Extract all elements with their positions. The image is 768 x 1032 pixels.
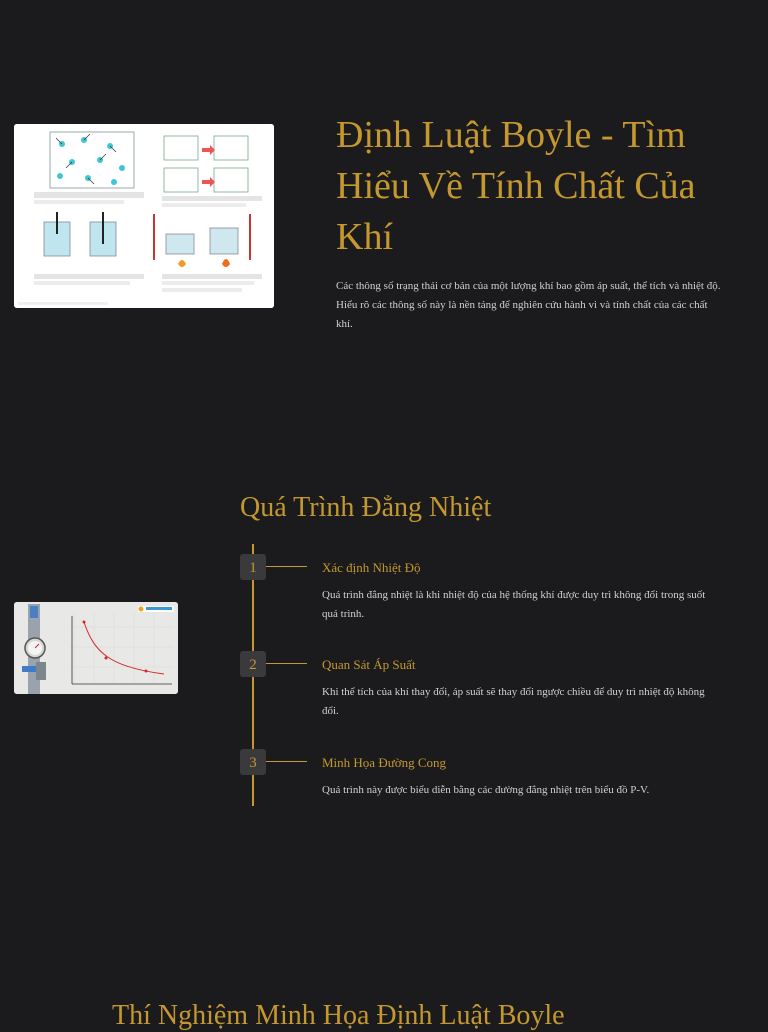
step-number-badge: 1 <box>240 554 266 580</box>
step-description: Khi thể tích của khí thay đổi, áp suất sẽ thay đổi ngược chiều để duy trì nhiệt độ không đổi. <box>322 686 705 717</box>
step-description: Quá trình đẳng nhiệt là khi nhiệt độ của hệ thống khí được duy trì không đổi trong suốt quá trình. <box>322 589 706 620</box>
step-title: Minh Họa Đường Cong <box>322 755 447 770</box>
step-title: Quan Sát Áp Suất <box>322 657 416 672</box>
step-number-badge: 2 <box>240 651 266 677</box>
gas-properties-diagram-icon <box>14 124 274 308</box>
step-title: Xác định Nhiệt Độ <box>322 560 421 575</box>
gas-properties-diagram-image <box>14 124 274 308</box>
step-connector <box>266 761 307 762</box>
section-title-experiment: Thí Nghiệm Minh Họa Định Luật Boyle <box>112 1000 565 1031</box>
section-title-isothermal: Quá Trình Đẳng Nhiệt <box>240 492 492 523</box>
pv-graph-photo-icon <box>14 602 178 694</box>
step-connector <box>266 566 307 567</box>
page-title: Định Luật Boyle - Tìm Hiểu Về Tính Chất Của Khí <box>336 114 696 258</box>
step-connector <box>266 663 307 664</box>
pv-graph-image <box>14 602 178 694</box>
hero-description: Các thông số trạng thái cơ bản của một lượng khí bao gồm áp suất, thể tích và nhiệt độ. Hiểu rõ các thông số này là nền tảng để nghiên cứu hành vi và tính chất của các chất khí. <box>336 280 721 330</box>
step-description: Quá trình này được biểu diễn bằng các đường đẳng nhiệt trên biểu đồ P-V. <box>322 784 650 796</box>
step-number-badge: 3 <box>240 749 266 775</box>
